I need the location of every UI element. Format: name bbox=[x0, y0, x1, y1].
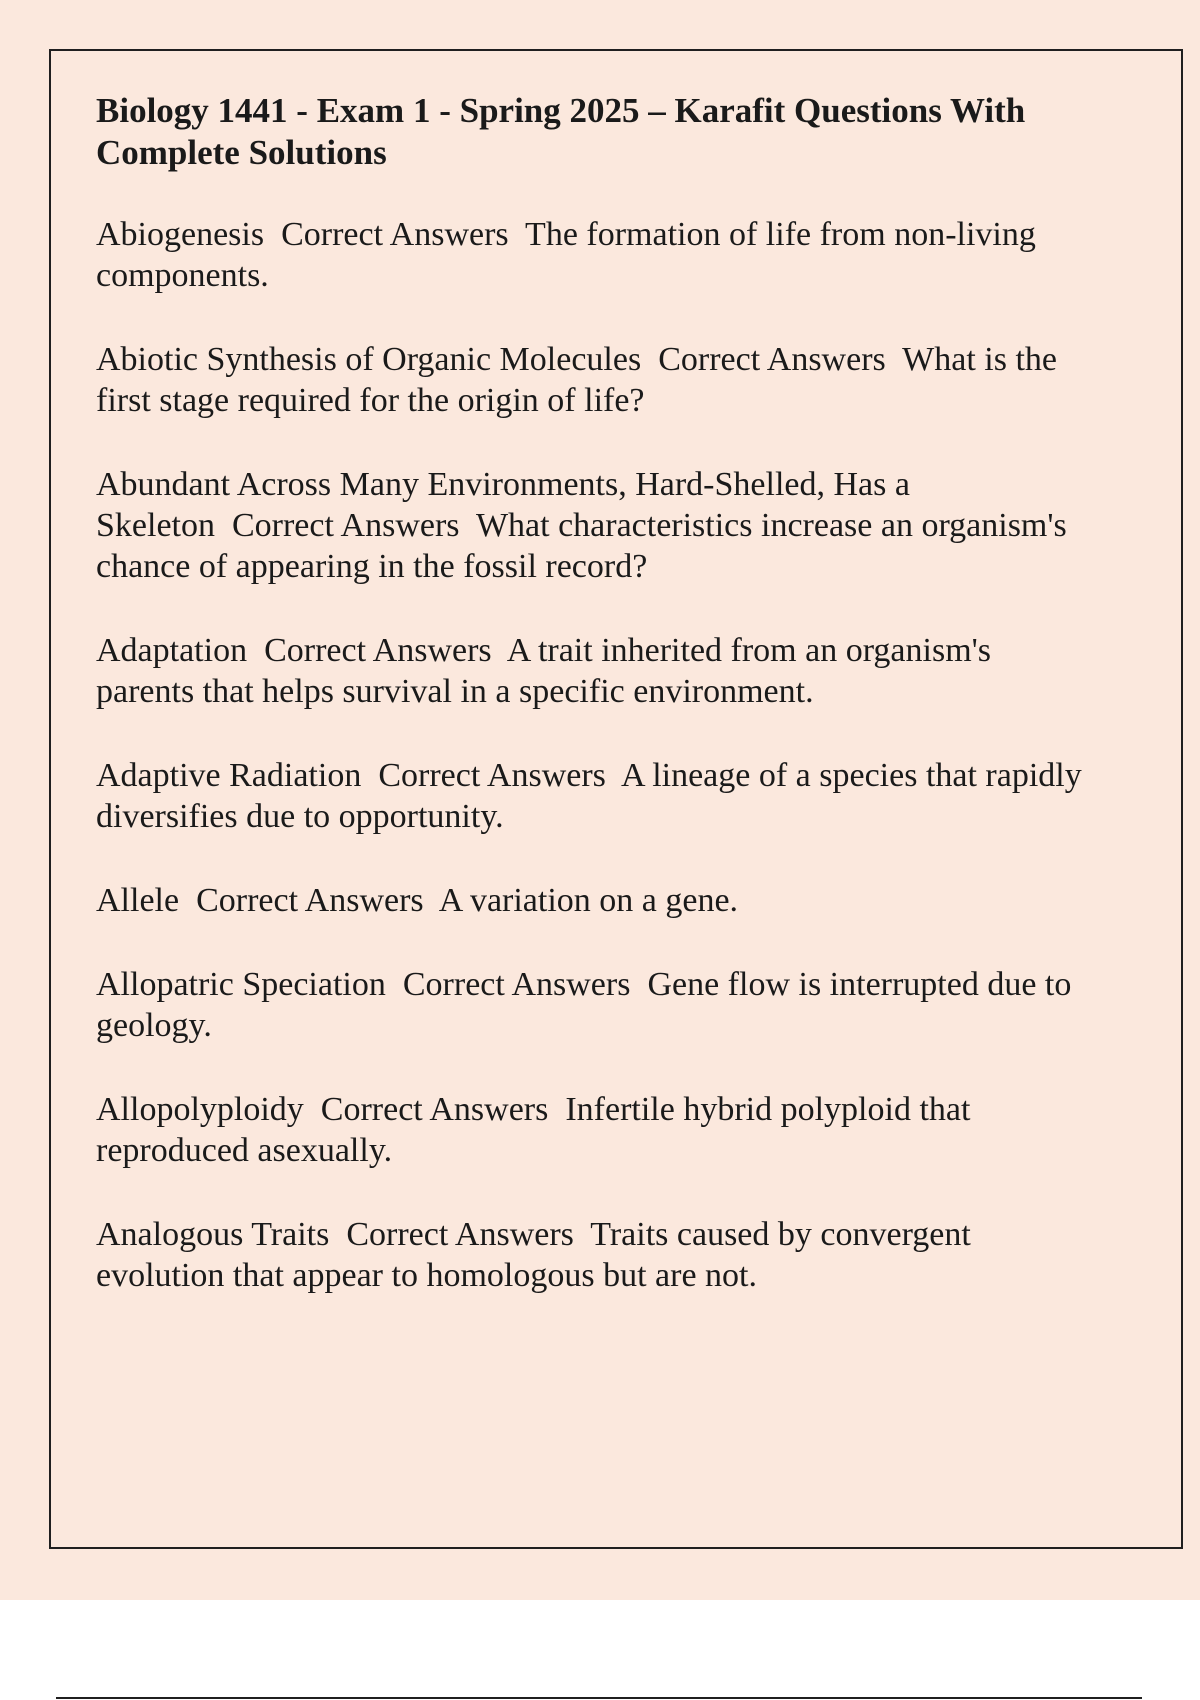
qa-term: Analogous Traits bbox=[96, 1216, 330, 1253]
qa-list bbox=[96, 214, 1096, 1296]
qa-term: Allele bbox=[96, 882, 180, 919]
qa-item bbox=[96, 964, 1096, 1046]
qa-answer: Gene flow is interrupted due to geology. bbox=[96, 966, 1080, 1044]
qa-answer: What is the first stage required for the origin of life? bbox=[96, 341, 1066, 419]
qa-answer: What characteristics increase an organism's chance of appearing in the fossil record? bbox=[96, 507, 1076, 585]
qa-separator: Correct Answers bbox=[658, 341, 886, 378]
qa-item bbox=[96, 1214, 1096, 1296]
qa-answer: A trait inherited from an organism's parents that helps survival in a specific environment. bbox=[96, 632, 1000, 710]
qa-separator: Correct Answers bbox=[402, 966, 631, 1003]
qa-separator: Correct Answers bbox=[281, 216, 509, 253]
document-title: Biology 1441 - Exam 1 - Spring 2025 – Karafit Questions With Complete Solutions bbox=[96, 91, 1026, 172]
qa-item bbox=[96, 630, 1096, 712]
qa-item bbox=[96, 464, 1096, 587]
qa-separator: Correct Answers bbox=[378, 757, 606, 794]
qa-answer: A variation on a gene. bbox=[438, 882, 739, 919]
qa-term: Allopolyploidy bbox=[96, 1091, 304, 1128]
qa-answer: Traits caused by convergent evolution that appear to homologous but are not. bbox=[96, 1216, 980, 1294]
qa-item bbox=[96, 214, 1096, 296]
qa-item bbox=[96, 755, 1096, 837]
document-content bbox=[96, 90, 1096, 1339]
qa-answer: Infertile hybrid polyploid that reproduced asexually. bbox=[96, 1091, 979, 1169]
qa-term: Adaptive Radiation bbox=[96, 757, 362, 794]
qa-answer: A lineage of a species that rapidly diversifies due to opportunity. bbox=[96, 757, 1091, 835]
qa-separator: Correct Answers bbox=[264, 632, 492, 669]
qa-term: Abundant Across Many Environments, Hard-Shelled, Has a Skeleton bbox=[96, 466, 919, 544]
qa-item bbox=[96, 1089, 1096, 1171]
qa-item bbox=[96, 339, 1096, 421]
qa-term: Adaptation bbox=[96, 632, 248, 669]
qa-separator: Correct Answers bbox=[346, 1216, 574, 1253]
qa-separator: Correct Answers bbox=[231, 507, 460, 544]
footer-rule bbox=[56, 1697, 1142, 1699]
qa-term: Abiotic Synthesis of Organic Molecules bbox=[96, 341, 642, 378]
qa-term: Allopatric Speciation bbox=[96, 966, 386, 1003]
qa-term: Abiogenesis bbox=[96, 216, 265, 253]
qa-separator: Correct Answers bbox=[196, 882, 424, 919]
qa-answer: The formation of life from non-living components. bbox=[96, 216, 1045, 294]
qa-separator: Correct Answers bbox=[320, 1091, 549, 1128]
qa-item bbox=[96, 880, 1096, 921]
